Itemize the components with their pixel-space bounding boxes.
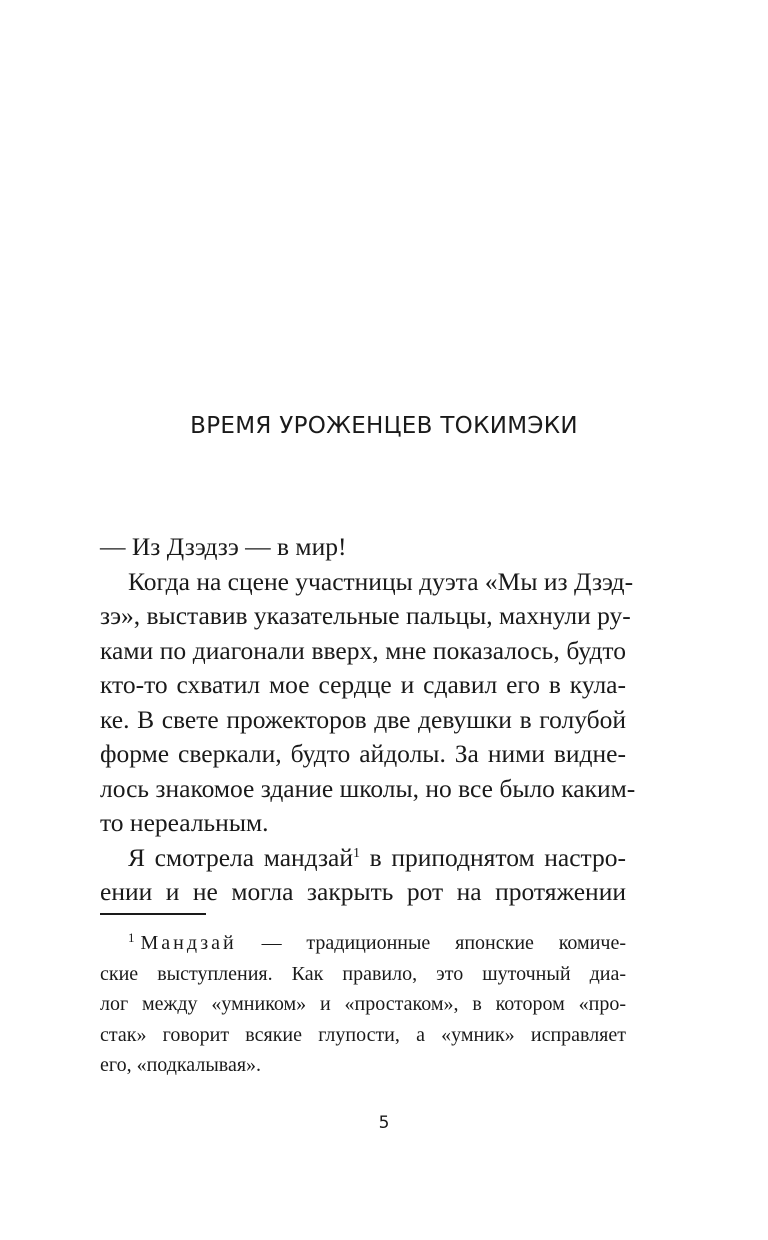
text-line: Когда на сцене участницы дуэта «Мы из Дзэд-	[128, 566, 634, 596]
footnote-line: ские выступления. Как правило, это шуточный диа-	[100, 962, 626, 985]
text-fragment: Я смотрела мандзай	[128, 842, 353, 872]
page-number: 5	[378, 1113, 390, 1133]
text-line: кто-то схватил мое сердце и сдавил его в кула-	[100, 670, 626, 699]
footnote-reference: 1	[353, 845, 360, 861]
text-line: форме сверкали, будто айдолы. За ними видне-	[100, 739, 626, 768]
footnote	[100, 928, 626, 1081]
text-line: лось знакомое здание школы, но все было каким-	[100, 773, 636, 803]
footnote-term: Мандзай	[140, 932, 237, 954]
body-text	[100, 530, 636, 910]
text-line: ке. В свете прожекторов две девушки в голубой	[100, 704, 626, 734]
text-line-with-footnote-ref	[100, 841, 626, 876]
footnote-line: его, «подкалывая».	[100, 1054, 262, 1076]
footnote-line: стак» говорит всякие глупости, а «умник» исправляет	[100, 1023, 626, 1046]
chapter-title: ВРЕМЯ УРОЖЕНЦЕВ ТОКИМЭКИ	[190, 413, 578, 439]
footnote-marker: 1	[128, 930, 135, 945]
footnote-text: — традиционные японские комиче-	[261, 932, 626, 954]
text-line: ении и не могла закрыть рот на протяжении	[100, 877, 626, 906]
text-line: то нереальным.	[100, 808, 269, 837]
footnote-divider	[100, 913, 206, 915]
text-line: ками по диагонали вверх, мне показалось, будто	[100, 635, 626, 665]
footnote-line	[100, 928, 626, 959]
text-line: — Из Дзэдзэ — в мир!	[100, 532, 347, 561]
text-line: зэ», выставив указательные пальцы, махнули ру-	[100, 601, 631, 630]
text-fragment: в приподнятом настро-	[369, 842, 626, 872]
footnote-line: лог между «умником» и «простаком», в котором «про-	[100, 993, 626, 1015]
